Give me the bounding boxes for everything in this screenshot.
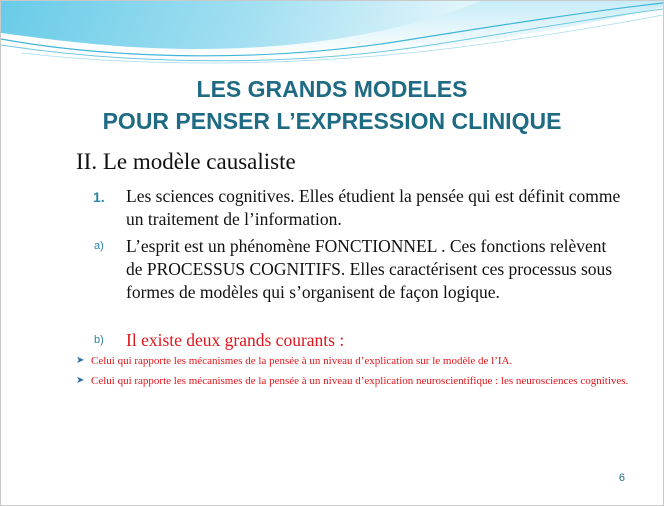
bullet-text: Celui qui rapporte les mécanismes de la pensée à un niveau d’explication neuroscientifique : les neurosciences cognitives. <box>91 375 629 387</box>
wave-decoration <box>1 1 663 81</box>
slide-title <box>1 73 663 137</box>
section-heading: II. Le modèle causaliste <box>76 149 296 174</box>
item-a-text: L’esprit est un phénomène FONCTIONNEL . Ces fonctions relèvent de PROCESSUS COGNITIFS. Elles caractérisent ces processus sous formes de modèles qui s’organisent de façon logique. <box>126 236 613 302</box>
title-line-1: LES GRANDS MODELES <box>196 76 468 102</box>
bullet-text: Celui qui rapporte les mécanismes de la pensée à un niveau d’explication sur le modèle de l’IA. <box>91 355 513 367</box>
arrow-bullet-icon: ➤ <box>76 355 85 366</box>
item-a-marker: a) <box>94 240 104 252</box>
page-number: 6 <box>618 472 625 484</box>
item-b-marker: b) <box>94 334 104 346</box>
item-1-marker: 1. <box>93 189 105 205</box>
item-b-text: Il existe deux grands courants : <box>126 330 345 350</box>
arrow-bullet-icon: ➤ <box>76 375 85 386</box>
title-line-2: POUR PENSER L’EXPRESSION CLINIQUE <box>102 108 562 134</box>
item-1-text: Les sciences cognitives. Elles étudient la pensée qui est définit comme un traitement de l’information. <box>126 186 621 229</box>
